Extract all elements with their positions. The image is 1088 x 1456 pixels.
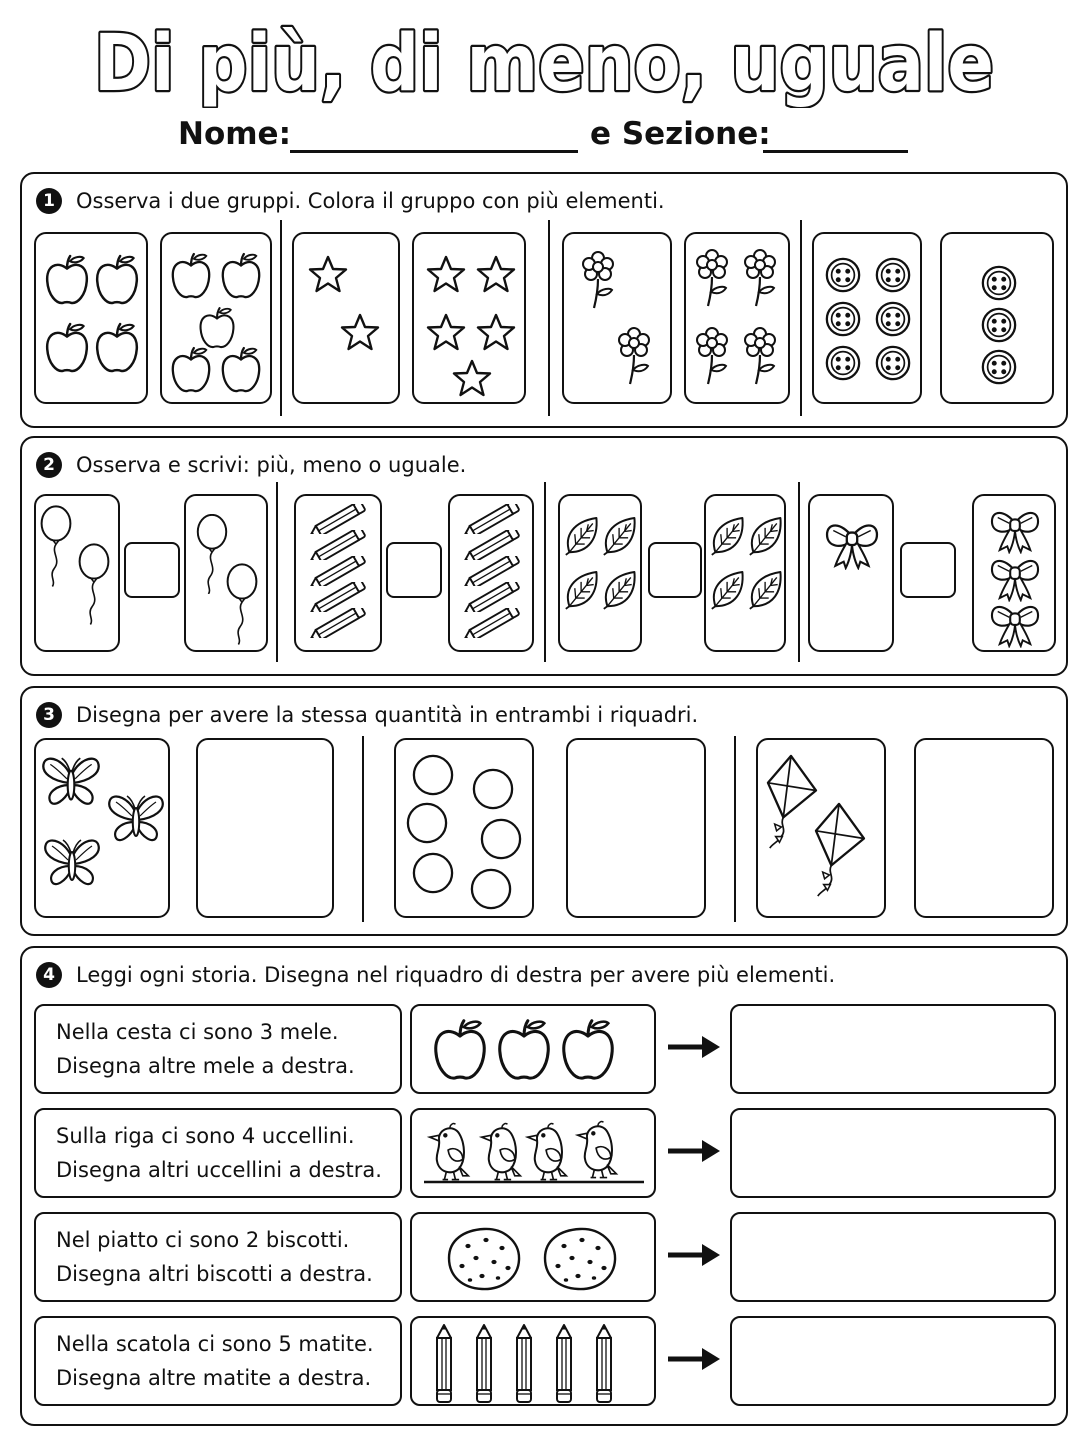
section-4-instruction: Leggi ogni storia. Disegna nel riquadro di destra per avere più elementi. bbox=[76, 963, 836, 987]
circle-icon bbox=[396, 740, 536, 920]
divider bbox=[548, 220, 550, 416]
story-box-apples bbox=[34, 1004, 402, 1094]
story-picture-apples bbox=[410, 1004, 656, 1094]
button-icon bbox=[942, 234, 1056, 406]
draw-box-butterflies[interactable] bbox=[196, 738, 334, 918]
divider bbox=[800, 220, 802, 416]
section-3-instruction: Disegna per avere la stessa quantità in entrambi i riquadri. bbox=[76, 703, 699, 727]
group-box-apples-right[interactable] bbox=[160, 232, 272, 404]
section-3-header bbox=[36, 702, 698, 728]
story-picture-pencils bbox=[410, 1316, 656, 1406]
section-4-header bbox=[36, 962, 835, 988]
story-line-1: Nella cesta ci sono 3 mele. bbox=[56, 1020, 339, 1044]
group-box-bows-left bbox=[808, 494, 894, 652]
name-line[interactable] bbox=[290, 150, 578, 153]
arrow-right-icon bbox=[666, 1136, 722, 1166]
group-box-buttons-left[interactable] bbox=[812, 232, 922, 404]
arrow-right-icon bbox=[666, 1240, 722, 1270]
flower-icon bbox=[686, 234, 792, 406]
section-label: e Sezione: bbox=[590, 116, 771, 152]
bow-icon bbox=[810, 496, 896, 654]
group-box-balloons-left bbox=[34, 494, 120, 652]
apple-icon bbox=[412, 1006, 658, 1096]
balloon-icon bbox=[186, 496, 270, 654]
story-box-birds bbox=[34, 1108, 402, 1198]
draw-box-kites[interactable] bbox=[914, 738, 1054, 918]
kite-icon bbox=[758, 740, 888, 920]
section-3 bbox=[20, 686, 1068, 936]
section-1-instruction: Osserva i due gruppi. Colora il gruppo con più elementi. bbox=[76, 189, 665, 213]
group-box-stars-right[interactable] bbox=[412, 232, 526, 404]
story-line-1: Nella scatola ci sono 5 matite. bbox=[56, 1332, 374, 1356]
divider bbox=[276, 482, 278, 662]
group-box-circles bbox=[394, 738, 534, 918]
story-line-2: Disegna altri uccellini a destra. bbox=[56, 1158, 382, 1182]
section-2-number: 2 bbox=[36, 452, 62, 478]
divider bbox=[362, 736, 364, 922]
draw-box-circles[interactable] bbox=[566, 738, 706, 918]
draw-box-pencils[interactable] bbox=[730, 1316, 1056, 1406]
section-1-number: 1 bbox=[36, 188, 62, 214]
butterfly-icon bbox=[36, 740, 172, 920]
answer-box-leaves[interactable] bbox=[648, 542, 702, 598]
story-line-2: Disegna altri biscotti a destra. bbox=[56, 1262, 373, 1286]
section-1-header bbox=[36, 188, 665, 214]
divider bbox=[734, 736, 736, 922]
name-label: Nome: bbox=[178, 116, 291, 152]
group-box-leaves-left bbox=[558, 494, 642, 652]
story-line-1: Nel piatto ci sono 2 biscotti. bbox=[56, 1228, 350, 1252]
leaf-icon bbox=[706, 496, 788, 654]
answer-box-bows[interactable] bbox=[900, 542, 956, 598]
story-picture-cookies bbox=[410, 1212, 656, 1302]
pencil-icon bbox=[412, 1318, 658, 1408]
apple-icon bbox=[162, 234, 274, 406]
section-2-instruction: Osserva e scrivi: più, meno o uguale. bbox=[76, 453, 467, 477]
group-box-buttons-right[interactable] bbox=[940, 232, 1054, 404]
group-box-flowers-left[interactable] bbox=[562, 232, 672, 404]
bow-icon bbox=[974, 496, 1058, 654]
story-line-2: Disegna altre mele a destra. bbox=[56, 1054, 355, 1078]
leaf-icon bbox=[560, 496, 644, 654]
group-box-apples-left[interactable] bbox=[34, 232, 148, 404]
section-2-header bbox=[36, 452, 466, 478]
section-line[interactable] bbox=[763, 150, 908, 153]
answer-box-pencils[interactable] bbox=[386, 542, 442, 598]
section-1 bbox=[20, 172, 1068, 428]
story-picture-birds bbox=[410, 1108, 656, 1198]
flower-icon bbox=[564, 234, 674, 406]
divider bbox=[280, 220, 282, 416]
draw-box-cookies[interactable] bbox=[730, 1212, 1056, 1302]
group-box-flowers-right[interactable] bbox=[684, 232, 790, 404]
story-line-1: Sulla riga ci sono 4 uccellini. bbox=[56, 1124, 355, 1148]
section-4-number: 4 bbox=[36, 962, 62, 988]
draw-box-apples[interactable] bbox=[730, 1004, 1056, 1094]
balloon-icon bbox=[36, 496, 122, 654]
section-2 bbox=[20, 436, 1068, 676]
pencil-icon bbox=[296, 496, 384, 654]
story-box-cookies bbox=[34, 1212, 402, 1302]
star-icon bbox=[414, 234, 528, 406]
page-title-svg bbox=[0, 8, 1088, 108]
answer-box-balloons[interactable] bbox=[124, 542, 180, 598]
page-title: Di più, di meno, uguale bbox=[94, 19, 994, 108]
cookie-icon bbox=[412, 1214, 658, 1304]
divider bbox=[798, 482, 800, 662]
story-line-2: Disegna altre matite a destra. bbox=[56, 1366, 372, 1390]
group-box-kites bbox=[756, 738, 886, 918]
pencil-icon bbox=[450, 496, 536, 654]
apple-icon bbox=[36, 234, 150, 406]
group-box-bows-right bbox=[972, 494, 1056, 652]
section-3-number: 3 bbox=[36, 702, 62, 728]
story-box-pencils bbox=[34, 1316, 402, 1406]
arrow-right-icon bbox=[666, 1032, 722, 1062]
group-box-balloons-right bbox=[184, 494, 268, 652]
group-box-butterflies bbox=[34, 738, 170, 918]
group-box-pencils-left bbox=[294, 494, 382, 652]
star-icon bbox=[294, 234, 402, 406]
section-4 bbox=[20, 946, 1068, 1426]
divider bbox=[544, 482, 546, 662]
group-box-stars-left[interactable] bbox=[292, 232, 400, 404]
group-box-pencils-right bbox=[448, 494, 534, 652]
group-box-leaves-right bbox=[704, 494, 786, 652]
draw-box-birds[interactable] bbox=[730, 1108, 1056, 1198]
button-icon bbox=[814, 234, 924, 406]
arrow-right-icon bbox=[666, 1344, 722, 1374]
bird-icon bbox=[412, 1110, 658, 1200]
name-row bbox=[0, 116, 1088, 156]
page-title-container bbox=[0, 8, 1088, 108]
